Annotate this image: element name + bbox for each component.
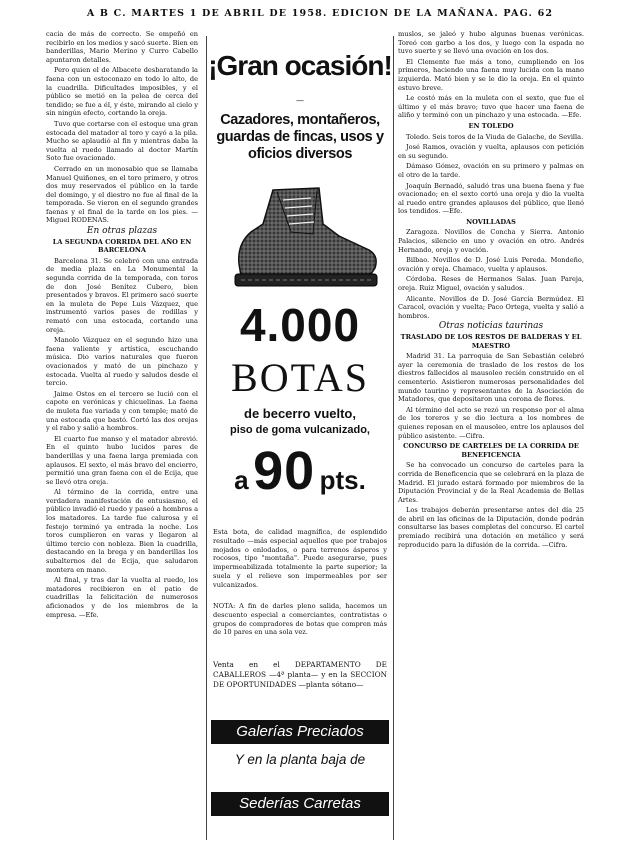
ad-body-note: NOTA: A fin de darles pleno salida, hacemos un descuento especial a comerciantes, contratistas o grupos de compradores de botas que compren más de 10 pares en una sola vez. — [213, 602, 387, 637]
article-paragraph: Al final, y tras dar la vuelta al ruedo, los matadores recibieron en el patio de cuadrillas la felicitación de numerosos aficionados y de los miembros de la empresa. —Efe. — [46, 576, 198, 619]
article-paragraph: Córdoba. Reses de Hermanos Salas. Juan Pareja, oreja. Ruiz Miguel, ovación y saludos. — [398, 275, 584, 293]
ad-material-line1: de becerro vuelto, — [244, 406, 356, 421]
article-paragraph: Bilbao. Novillos de D. José Luis Pereda. Mondeño, ovación y oreja. Chamaco, vuelta y aplausos. — [398, 256, 584, 273]
article-paragraph: Dámaso Gómez, ovación en su primero y palmas en el otro de la tarde. — [398, 162, 584, 179]
ad-material-line2: piso de goma vulcanizado, — [230, 424, 370, 436]
article-paragraph: Al término de la corrida, entre una verdadera manifestación de entusiasmo, el público invadió el ruedo y paseó a hombros a los matadores. La tarde fue calurosa y el festejo terminó ya entrada la noche. Los toros cumplieron en varas y llegaron al último tercio con nobleza. Bien la cuadrilla, destacando en la brega y en banderillas los subalternos del de Ecija, que saludaron montera en mano. — [46, 488, 198, 574]
page-header: A B C. MARTES 1 DE ABRIL DE 1958. EDICION DE LA MAÑANA. PAG. 62 — [86, 8, 554, 19]
article-paragraph: Al término del acto se rezó un responso por el alma de los toreros y se dio lectura a los nombres de quienes reposan en el mausoleo, entre los aplausos del público asistente. —Cifra. — [398, 405, 584, 440]
section-title: Otras noticias taurinas — [438, 321, 544, 332]
article-paragraph: Pero quien el de Albacete desbaratando la faena con un estoconazo en todo lo alto, de la cuadrilla. Dificultades imposibles, y el público se metió en la pelea de cerca del tendido; se fue a él, y éste, mirando al cielo y sin ningún efecto, cortando la oreja. — [46, 66, 198, 118]
subsection-title: CONCURSO DE CARTELES DE LA CORRIDA DE BENEFICENCIA — [403, 442, 579, 459]
article-paragraph: cacia de más de correcto. Se empeñó en recibirlo en los medios y sacó suerte. Bien en banderillas, Mario Merino y Curro Cabello apuntaron detalles. — [46, 30, 198, 64]
article-paragraph: Le costó más en la muleta con el sexto, que fue el último y el más bravo; tuvo que hacer una faena de aliño y terminó con un pinchazo y una estocada. —Efe. — [398, 94, 584, 120]
ad-title: ¡Gran ocasión! — [208, 50, 392, 81]
price-prefix: a — [234, 465, 249, 495]
article-paragraph: Manolo Vázquez en el segundo hizo una faena valiente y artística, escuchando música. Dio varios naturales que fueron ovacionados y mató de un pinchazo y estocada. Vuelta al ruedo y saludos desde el tercio. — [46, 336, 198, 388]
boots-advertisement — [206, 36, 394, 840]
right-column — [398, 30, 584, 840]
boot-illustration-icon — [221, 184, 381, 294]
article-paragraph: Los trabajos deberán presentarse antes del día 25 de abril en las oficinas de la Diputación, donde podrán consultarse las bases completas del concurso. El cartel premiado recibirá una dotación en metálico y será reproducido para la difusión de la corrida. —Cifra. — [398, 506, 584, 549]
ad-body-sales: Venta en el DEPARTAMENTO DE CABALLEROS —4ª planta— y en la SECCION DE OPORTUNIDADES —planta sótano— — [213, 660, 387, 689]
article-paragraph: Barcelona 31. Se celebró con una entrada de media plaza en La Monumental la segunda corrida de la temporada, con toros de don José Benítez Cubero, bien presentados y bravos. El primero sacó suerte en la muleta de Pepe Luis Vázquez, que instrumentó varios pases de rodillas y remató con una estocada, cortando una oreja. — [46, 256, 198, 334]
article-paragraph: El cuarto fue manso y el matador abrevió. En el quinto hubo lucidos pares de banderillas y una faena larga premiada con aplausos. El sexto, el más bravo del encierro, permitió una gran faena con el de Ecija, que se llevó otra oreja. — [46, 434, 198, 486]
article-paragraph: Madrid 31. La parroquia de San Sebastián celebró ayer la ceremonia de traslado de los restos de los diestros fallecidos al mausoleo recién construido en el cementerio. Asistieron numerosas personalidades del mundo taurino y representantes de la Asociación de Matadores, que depositaron una corona de flores. — [398, 352, 584, 404]
store-banner-galerias: Galerías Preciados — [211, 720, 389, 744]
section-title: En otras plazas — [86, 226, 158, 237]
subsection-title: EN TOLEDO — [468, 121, 514, 130]
ad-subtitle: Cazadores, montañeros, guardas de fincas, usos y oficios diversos — [216, 112, 384, 162]
article-paragraph: Joaquín Bernadó, saludó tras una buena faena y fue ovacionado; en el sexto cortó una oreja y dio la vuelta al ruedo entre grandes aplausos del público, que llenó los tendidos. —Efe. — [398, 181, 584, 216]
ad-quantity: 4.000 — [239, 299, 361, 351]
price-unit: pts. — [319, 465, 366, 495]
article-paragraph: Cerrado en un monosabio que se llamaba Manuel Quiñones, en el toro primero, y otros dos muy reservados el público en la tarde del domingo, y el diestro no fue al final de la temporada. Se vieron en el segundo grandes faenas y el final de la tarde en los pies. —Miguel RODENAS. — [46, 164, 198, 225]
article-paragraph: El Clemente fue más a tono, cumpliendo en los primeros, haciendo una faena muy lucida con la mano izquierda. Mató bien y se le dio la oreja. En el quinto estuvo breve. — [398, 57, 584, 92]
ad-body-description: Esta bota, de calidad magnífica, de esplendido resultado —más especial aquellos que por trabajos mojados o enlodados, o para terrenos ásperos y rocosos, tipo "montaña". Puede asegurarse, pues impermeabilizada totalmente la parte superior; la suela y el relieve son impermeables por ser vulcanizados. — [213, 528, 387, 589]
store-banner-sederias: Sederías Carretas — [211, 792, 389, 816]
left-column — [46, 30, 198, 840]
ad-mid-text: Y en la planta baja de — [234, 752, 366, 767]
subsection-title: NOVILLADAS — [466, 217, 516, 226]
article-paragraph: José Ramos, ovación y vuelta, aplausos con petición en su segundo. — [398, 143, 584, 160]
subsection-title: LA SEGUNDA CORRIDA DEL AÑO EN BARCELONA — [52, 237, 192, 255]
ad-price — [207, 440, 393, 502]
article-paragraph: Se ha convocado un concurso de carteles para la corrida de Beneficencia que se celebrará en la plaza de Madrid. El jurado estará formado por miembros de la Diputación Provincial y de la Real Academia de Bellas Artes. — [398, 461, 584, 504]
article-paragraph: Tuvo que cortarse con el estoque una gran estocada del matador al toro y cayó a la pila. Mucho se aplaudió al fin y mientras daba la vuelta al ruedo llamado al doctor Martín Soto fue ovacionado. — [46, 119, 198, 163]
subsection-title: TRASLADO DE LOS RESTOS DE BALDERAS Y EL MAESTRO — [400, 333, 582, 350]
article-paragraph: muslos, se jaleó y hubo algunas buenas verónicas. Toreó con garbo a los dos, y luego con la espada no tuvo suerte y se llevó una ovación en los dos. — [398, 30, 584, 56]
article-paragraph: Jaime Ostos en el tercero se lució con el capote en verónicas y chicuelinas. La faena de muleta fue variada y con temple; mató de una estocada que bastó. Cortó las dos orejas y el rabo y salió a hombros. — [46, 389, 198, 433]
ad-dash: — — [296, 96, 304, 105]
article-paragraph: Alicante. Novillos de D. José García Bermúdez. El Caracol, ovación y vuelta; Paco Ortega, vuelta y salió a hombros. — [398, 294, 584, 320]
article-paragraph: Zaragoza. Novillos de Concha y Sierra. Antonio Palacios, silencio en uno y ovación en otro. Andrés Hernando, oreja y ovación. — [398, 228, 584, 254]
ad-product: BOTAS — [231, 355, 369, 400]
article-paragraph: Toledo. Seis toros de la Viuda de Galache, de Sevilla. — [406, 132, 584, 141]
price-value: 90 — [253, 441, 316, 501]
